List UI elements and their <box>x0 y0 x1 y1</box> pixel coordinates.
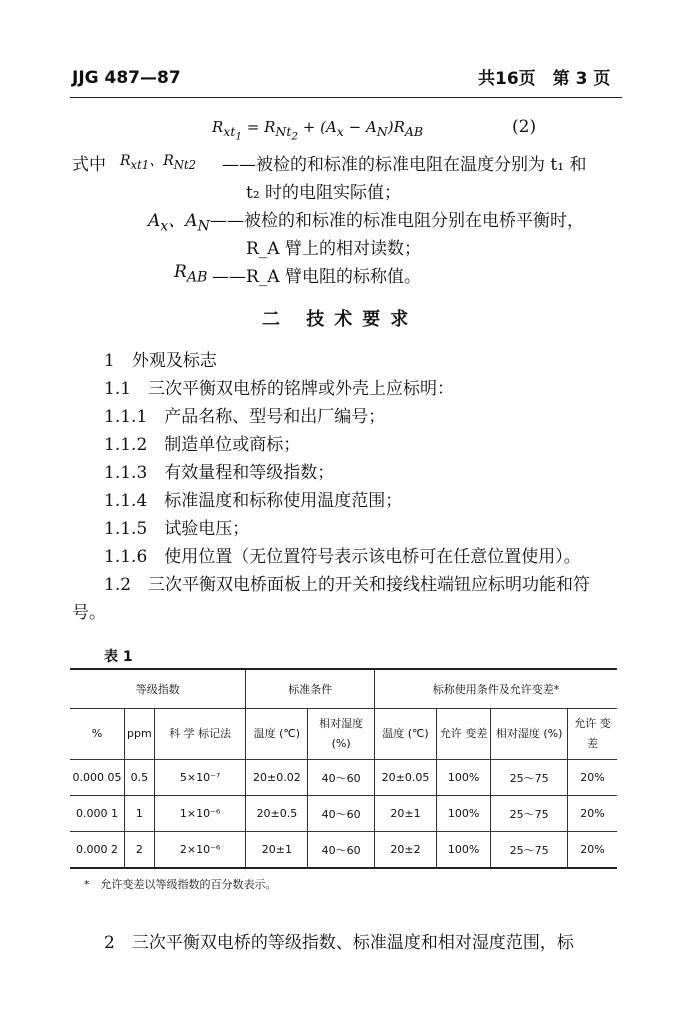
table-footnote: * 允许变差以等级指数的百分数表示。 <box>84 878 277 891</box>
table-cell: 1×10⁻⁶ <box>154 796 246 832</box>
subheader-ppm: ppm <box>125 709 155 760</box>
clause-2: 2 三次平衡双电桥的等级指数、标准温度和相对湿度范围，标 <box>104 933 574 953</box>
group-header-grade: 等级指数 <box>70 669 246 709</box>
clause-1-1-6: 1.1.6 使用位置（无位置符号表示该电桥可在任意位置使用）。 <box>104 547 581 567</box>
subheader-nom-temp: 温度 (℃) <box>375 709 437 760</box>
subheader-std-humidity: 相对湿度 (%) <box>308 709 375 760</box>
clause-1-2: 1.2 三次平衡双电桥面板上的开关和接线柱端钮应标明功能和符 <box>104 575 591 595</box>
table-cell: 40～60 <box>308 832 375 869</box>
subheader-std-temp: 温度 (℃) <box>246 709 308 760</box>
table-cell: 0.5 <box>125 760 155 796</box>
table-cell: 25～75 <box>491 832 568 869</box>
table-cell: 0.000 2 <box>70 832 125 869</box>
table-cell: 100% <box>436 796 491 832</box>
subheader-humidity-variation: 允许 变差 <box>567 709 617 760</box>
table-cell: 0.000 1 <box>70 796 125 832</box>
table-row <box>70 832 617 869</box>
table-caption: 表 1 <box>104 649 133 665</box>
clause-1-1: 1.1 三次平衡双电桥的铭牌或外壳上应标明： <box>104 379 455 399</box>
section-title: 二 技术要求 <box>262 309 419 330</box>
table-cell: 20±1 <box>246 832 308 869</box>
definition-lead: 式中 <box>72 155 106 175</box>
table-cell: 20±0.05 <box>375 760 437 796</box>
spec-table <box>70 668 617 869</box>
definition-text-2: t₂ 时的电阻实际值； <box>246 183 402 203</box>
definition-text-1: ——被检的和标准的标准电阻在温度分别为 t₁ 和 <box>222 155 587 175</box>
table-cell: 20±2 <box>375 832 437 869</box>
table-cell: 0.000 05 <box>70 760 125 796</box>
clause-1-1-4: 1.1.4 标准温度和标称使用温度范围； <box>104 491 403 511</box>
table-cell: 20±0.5 <box>246 796 308 832</box>
table-cell: 1 <box>125 796 155 832</box>
table-cell: 2×10⁻⁶ <box>154 832 246 869</box>
definition-text-4: R_A 臂上的相对读数； <box>246 239 421 259</box>
clause-1: 1 外观及标志 <box>104 351 217 371</box>
formula-number: (2) <box>512 117 537 137</box>
table-cell: 5×10⁻⁷ <box>154 760 246 796</box>
table-cell: 2 <box>125 832 155 869</box>
clause-1-1-3: 1.1.3 有效量程和等级指数； <box>104 463 335 483</box>
table-cell: 100% <box>436 760 491 796</box>
table-cell: 25～75 <box>491 760 568 796</box>
definition-symbols-3: $A_x$、$A_N$ <box>148 211 210 235</box>
page-info: 共16页 第 3 页 <box>478 69 611 89</box>
definition-symbols-5: $R_{AB}$ <box>174 262 208 286</box>
definition-symbols-1: $R_{xt1}$、$R_{Nt2}$ <box>120 153 197 172</box>
table-cell: 20% <box>567 832 617 869</box>
table-cell: 20±1 <box>375 796 437 832</box>
table-cell: 40～60 <box>308 760 375 796</box>
table-cell: 25～75 <box>491 796 568 832</box>
definition-text-5: ——R_A 臂电阻的标称值。 <box>212 267 421 287</box>
table-cell: 40～60 <box>308 796 375 832</box>
formula-2: $R_{xt_1} = R_{Nt_2} + (A_x - A_N)R_{AB}$ <box>212 118 424 143</box>
group-header-standard: 标准条件 <box>246 669 375 709</box>
table-cell: 20±0.02 <box>246 760 308 796</box>
group-header-nominal: 标称使用条件及允许变差* <box>375 669 617 709</box>
table-row <box>70 760 617 796</box>
clause-1-1-2: 1.1.2 制造单位或商标； <box>104 435 301 455</box>
subheader-nom-humidity: 相对湿度 (%) <box>491 709 568 760</box>
subheader-percent: % <box>70 709 125 760</box>
table-cell: 20% <box>567 796 617 832</box>
clause-1-2-cont: 号。 <box>72 603 106 623</box>
table-row <box>70 796 617 832</box>
clause-1-1-5: 1.1.5 试验电压； <box>104 519 250 539</box>
clause-1-1-1: 1.1.1 产品名称、型号和出厂编号； <box>104 407 386 427</box>
subheader-scientific: 科 学 标记法 <box>154 709 246 760</box>
table-cell: 100% <box>436 832 491 869</box>
definition-text-3: ——被检的和标准的标准电阻分别在电桥平衡时， <box>210 211 584 231</box>
table-cell: 20% <box>567 760 617 796</box>
header-rule <box>70 97 622 98</box>
subheader-temp-variation: 允许 变差 <box>436 709 491 760</box>
standard-code: JJG 487—87 <box>72 68 181 88</box>
